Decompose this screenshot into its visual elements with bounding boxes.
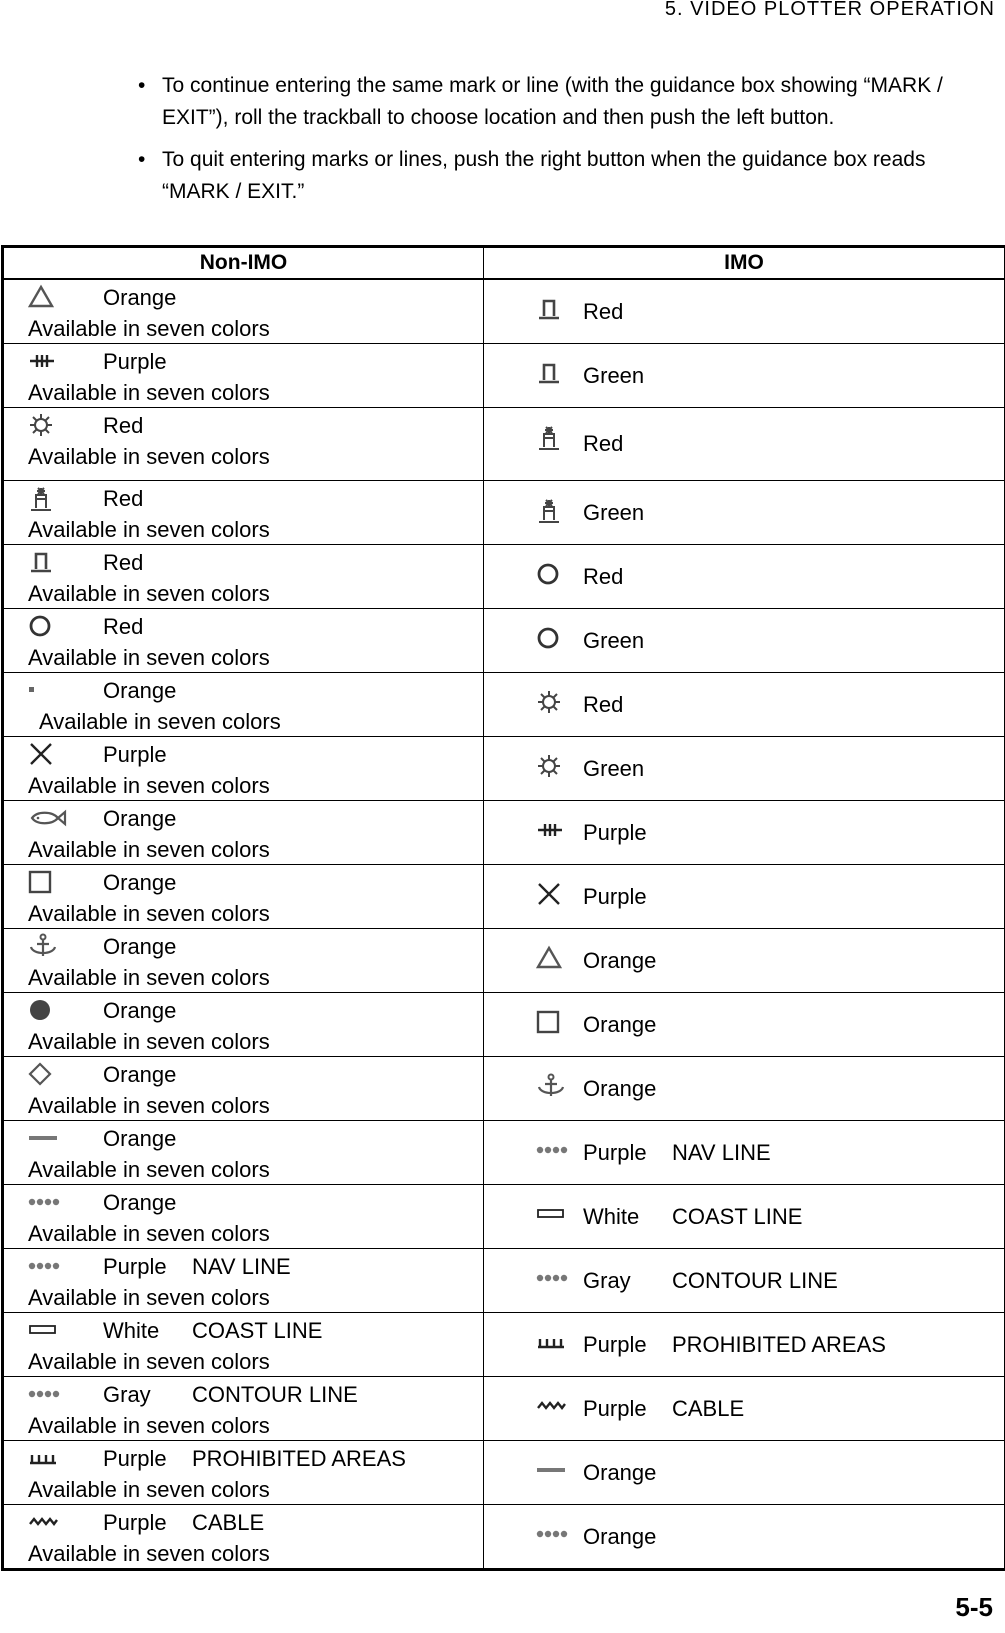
non-imo-cell — [3, 673, 484, 737]
table-row — [3, 1185, 1005, 1249]
mark-color: Orange — [103, 678, 177, 703]
non-imo-cell — [3, 737, 484, 801]
non-imo-cell — [3, 1505, 484, 1570]
imo-cell — [484, 1249, 1005, 1313]
mark-color: Red — [103, 413, 144, 438]
imo-cell — [484, 1185, 1005, 1249]
imo-cell — [484, 279, 1005, 344]
line-type: COAST LINE — [672, 1203, 803, 1229]
bullet-icon: • — [138, 148, 146, 171]
mark-color: Green — [583, 627, 645, 653]
non-imo-cell — [3, 481, 484, 545]
column-header-imo: IMO — [484, 247, 1005, 280]
non-imo-cell — [3, 929, 484, 993]
page-header: 5. VIDEO PLOTTER OPERATION — [664, 0, 995, 20]
mark-color: Purple — [583, 1331, 647, 1357]
availability-text: Available in seven colors — [28, 1349, 270, 1374]
column-header-non-imo: Non-IMO — [3, 247, 484, 280]
line-type: PROHIBITED AREAS — [192, 1446, 406, 1471]
availability-text: Available in seven colors — [28, 1477, 270, 1502]
mark-color: Purple — [103, 349, 167, 374]
availability-text: Available in seven colors — [28, 1413, 270, 1438]
cable-line-icon — [28, 1509, 58, 1535]
non-imo-cell — [3, 1249, 484, 1313]
dotted-line-icon — [28, 1189, 58, 1215]
coast-line-icon — [536, 1197, 570, 1231]
square-icon — [28, 869, 58, 895]
triangle-icon — [28, 284, 58, 310]
instruction-text: To continue entering the same mark or line (with the guidance box showing “MARK / EXIT”), roll the trackball to choose location and then push the left button. — [162, 74, 943, 129]
mark-color: Purple — [103, 1510, 167, 1535]
instruction-item — [138, 70, 968, 134]
non-imo-cell — [3, 993, 484, 1057]
non-imo-cell — [3, 1185, 484, 1249]
bullet-icon: • — [138, 74, 146, 97]
imo-cell — [484, 801, 1005, 865]
mark-color: Orange — [103, 1062, 177, 1087]
availability-text: Available in seven colors — [28, 1029, 270, 1054]
availability-text: Available in seven colors — [28, 1093, 270, 1118]
non-imo-cell — [3, 1313, 484, 1377]
mark-color: Red — [583, 691, 624, 717]
filled-circle-icon — [28, 997, 58, 1023]
availability-text: Available in seven colors — [28, 773, 270, 798]
availability-text: Available in seven colors — [39, 709, 281, 734]
non-imo-cell — [3, 609, 484, 673]
lighthouse-icon — [28, 485, 58, 511]
imo-cell — [484, 408, 1005, 481]
table-row — [3, 929, 1005, 993]
table-row — [3, 801, 1005, 865]
imo-cell — [484, 481, 1005, 545]
table-row — [3, 737, 1005, 801]
mark-color: Gray — [583, 1267, 631, 1293]
dot-icon — [28, 677, 58, 703]
table-row — [3, 1121, 1005, 1185]
non-imo-cell — [3, 545, 484, 609]
mark-color: Red — [583, 298, 624, 324]
triangle-icon — [536, 941, 570, 975]
coast-line-icon — [28, 1317, 58, 1343]
cross-icon — [536, 877, 570, 911]
mark-color: Orange — [583, 1523, 657, 1549]
imo-cell — [484, 1505, 1005, 1570]
prohibited-line-icon — [28, 1445, 58, 1471]
mark-color: Purple — [583, 1395, 647, 1421]
mark-color: Red — [583, 431, 624, 456]
mark-color: Orange — [103, 1126, 177, 1151]
availability-text: Available in seven colors — [28, 901, 270, 926]
table-row — [3, 1249, 1005, 1313]
non-imo-cell — [3, 344, 484, 408]
cable-line-icon — [536, 1389, 570, 1423]
fish-icon — [28, 805, 58, 831]
table-row — [3, 865, 1005, 929]
table-row — [3, 545, 1005, 609]
non-imo-cell — [3, 279, 484, 344]
availability-text: Available in seven colors — [28, 645, 270, 670]
marks-lines-table — [1, 245, 1005, 1571]
mark-color: Purple — [583, 819, 647, 845]
lighthouse-icon — [536, 420, 570, 454]
mark-color: Orange — [103, 1190, 177, 1215]
imo-cell — [484, 545, 1005, 609]
beacon-icon — [536, 356, 570, 390]
table-row — [3, 279, 1005, 344]
mark-color: Purple — [583, 1139, 647, 1165]
availability-text: Available in seven colors — [28, 581, 270, 606]
mark-color: Orange — [103, 934, 177, 959]
circle-icon — [28, 613, 58, 639]
line-type: CABLE — [192, 1510, 265, 1535]
line-type: CABLE — [672, 1395, 745, 1421]
dotted-line-icon — [28, 1253, 58, 1279]
mark-color: Orange — [583, 1011, 657, 1037]
imo-cell — [484, 993, 1005, 1057]
availability-text: Available in seven colors — [28, 1157, 270, 1182]
mark-color: Purple — [583, 883, 647, 909]
availability-text: Available in seven colors — [28, 1541, 270, 1566]
line-type: CONTOUR LINE — [672, 1267, 838, 1293]
line-type: NAV LINE — [192, 1254, 291, 1279]
beacon-icon — [536, 292, 570, 326]
sun-icon — [536, 685, 570, 719]
table-row — [3, 609, 1005, 673]
line-type: COAST LINE — [192, 1318, 323, 1343]
dotted-line-icon — [28, 1381, 58, 1407]
anchor-icon — [28, 933, 58, 959]
instruction-text: To quit entering marks or lines, push the right button when the guidance box reads “MARK / EXIT.” — [162, 148, 926, 203]
mark-color: Orange — [103, 285, 177, 310]
dotted-line-icon — [536, 1133, 570, 1167]
mark-color: Purple — [103, 1446, 167, 1471]
imo-cell — [484, 737, 1005, 801]
non-imo-cell — [3, 1377, 484, 1441]
table-row — [3, 344, 1005, 408]
imo-cell — [484, 1377, 1005, 1441]
mark-color: Gray — [103, 1382, 151, 1407]
non-imo-cell — [3, 865, 484, 929]
non-imo-cell — [3, 801, 484, 865]
line-type: NAV LINE — [672, 1139, 771, 1165]
fence-icon — [536, 813, 570, 847]
availability-text: Available in seven colors — [28, 380, 270, 405]
mark-color: Purple — [103, 742, 167, 767]
instruction-item — [138, 144, 968, 208]
table-row — [3, 1505, 1005, 1570]
imo-cell — [484, 929, 1005, 993]
table-row — [3, 993, 1005, 1057]
mark-color: Orange — [103, 806, 177, 831]
line-type: PROHIBITED AREAS — [672, 1331, 886, 1357]
mark-color: White — [103, 1318, 160, 1343]
imo-cell — [484, 1057, 1005, 1121]
table-row — [3, 408, 1005, 481]
mark-color: Red — [103, 614, 144, 639]
sun-icon — [536, 749, 570, 783]
mark-color: Green — [583, 755, 645, 781]
circle-icon — [536, 621, 570, 655]
anchor-icon — [536, 1069, 570, 1103]
line-type: CONTOUR LINE — [192, 1382, 358, 1407]
table-row — [3, 1441, 1005, 1505]
availability-text: Available in seven colors — [28, 1285, 270, 1310]
mark-color: Orange — [583, 1075, 657, 1101]
dotted-line-icon — [536, 1261, 570, 1295]
prohibited-line-icon — [536, 1325, 570, 1359]
cross-icon — [28, 741, 58, 767]
imo-cell — [484, 1121, 1005, 1185]
table-row — [3, 673, 1005, 737]
availability-text: Available in seven colors — [28, 444, 270, 469]
dotted-line-icon — [536, 1517, 570, 1551]
sun-icon — [28, 412, 58, 438]
mark-color: Orange — [103, 998, 177, 1023]
table-row — [3, 1377, 1005, 1441]
non-imo-cell — [3, 1057, 484, 1121]
availability-text: Available in seven colors — [28, 316, 270, 341]
availability-text: Available in seven colors — [28, 965, 270, 990]
table-row — [3, 481, 1005, 545]
non-imo-cell — [3, 408, 484, 481]
non-imo-cell — [3, 1441, 484, 1505]
imo-cell — [484, 609, 1005, 673]
mark-color: Orange — [583, 1459, 657, 1485]
mark-color: Green — [583, 362, 645, 388]
mark-color: Red — [103, 550, 144, 575]
imo-cell — [484, 865, 1005, 929]
mark-color: White — [583, 1203, 640, 1229]
solid-line-icon — [536, 1453, 570, 1487]
mark-color: Orange — [103, 870, 177, 895]
imo-cell — [484, 344, 1005, 408]
imo-cell — [484, 1441, 1005, 1505]
imo-cell — [484, 673, 1005, 737]
lighthouse-icon — [536, 493, 570, 527]
availability-text: Available in seven colors — [28, 1221, 270, 1246]
square-icon — [536, 1005, 570, 1039]
table-row — [3, 1313, 1005, 1377]
page-number: 5-5 — [955, 1592, 993, 1622]
beacon-icon — [28, 549, 58, 575]
table-row — [3, 1057, 1005, 1121]
mark-color: Purple — [103, 1254, 167, 1279]
fence-icon — [28, 348, 58, 374]
diamond-icon — [28, 1061, 58, 1087]
mark-color: Green — [583, 499, 645, 525]
availability-text: Available in seven colors — [28, 837, 270, 862]
instruction-list — [138, 70, 968, 218]
mark-color: Red — [103, 486, 144, 511]
circle-icon — [536, 557, 570, 591]
non-imo-cell — [3, 1121, 484, 1185]
mark-color: Orange — [583, 947, 657, 973]
imo-cell — [484, 1313, 1005, 1377]
mark-color: Red — [583, 563, 624, 589]
solid-line-icon — [28, 1125, 58, 1151]
availability-text: Available in seven colors — [28, 517, 270, 542]
